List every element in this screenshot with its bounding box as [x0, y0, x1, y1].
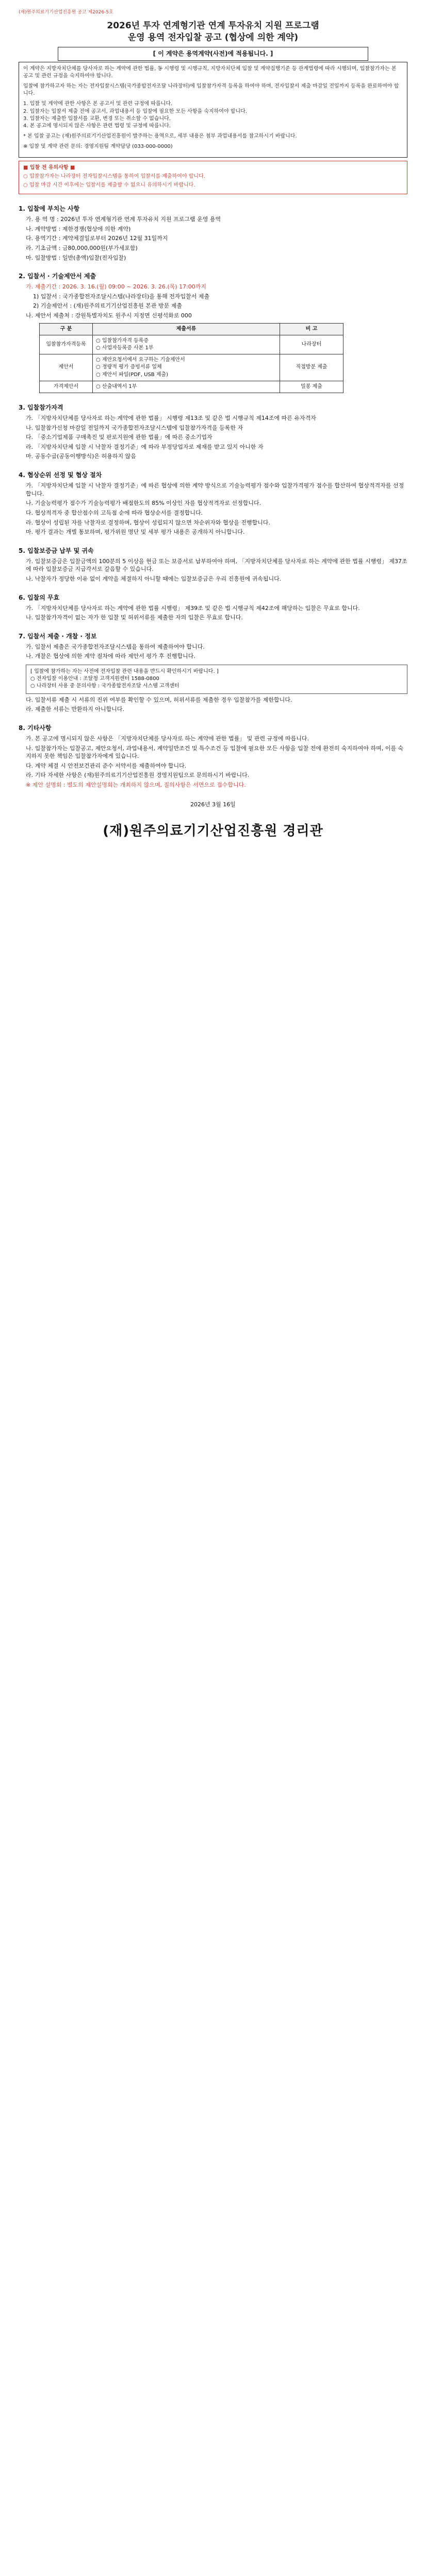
section-item: 가. 입찰보증금은 입찰금액의 100분의 5 이상을 현금 또는 보증서로 납부하여야 하며, 「지방자치단체를 당사자로 하는 계약에 관한 법률 시행령」 제37조에 따라 입찰보증금 지급각서로 갈음할 수 있습니다. — [26, 557, 407, 573]
note-line: ○ 나라장터 사용 중 문의사항 : 국가종합전자조달 시스템 고객센터 — [30, 683, 179, 689]
notice-document — [19, 9, 407, 841]
section-item: 나. 입찰참가신청 마감일 전일까지 국가종합전자조달시스템에 입찰참가자격을 등록한 자 — [26, 424, 243, 431]
table-cell: ○ 제안요청서에서 요구하는 기술제안서 ○ 정량적 평가 증빙서류 일체 ○ 제안서 파일(PDF, USB 제출) — [93, 354, 280, 381]
notice-title-line2: 운영 용역 전자입찰 공고 (협상에 의한 계약) — [127, 32, 299, 43]
intro-paragraph: 이 계약은 지방자치단체를 당사자로 하는 계약에 관한 법률, 동 시행령 및 시행규칙, 지방자치단체 입찰 및 계약집행기준 등 관계법령에 따라 시행되며, 입찰참가자는 본 공고 및 관련 규정을 숙지하여야 합니다. — [23, 65, 397, 79]
section-heading: 6. 입찰의 무효 — [19, 594, 60, 601]
notice-title — [19, 20, 407, 44]
section-item: 가. 본 공고에 명시되지 않은 사항은 「지방자치단체를 당사자로 하는 계약에 관한 법률」 및 관련 규정에 따릅니다. — [26, 735, 309, 742]
section-item: 라. 협상이 성립된 자를 낙찰자로 결정하며, 협상이 성립되지 않으면 차순위자와 협상을 진행합니다. — [26, 519, 270, 526]
intro-bullet: 2. 입찰자는 입찰서 제출 전에 공고서, 과업내용서 등 입찰에 필요한 모든 사항을 숙지하여야 합니다. — [23, 108, 247, 114]
e-bidding-note-box — [26, 665, 407, 694]
section-5 — [19, 547, 407, 583]
section-item: 나. 제안서 제출처 : 강원특별자치도 원주시 지정면 신평석화로 000 — [26, 312, 192, 319]
section-item: 나. 기술능력평가 점수가 기술능력평가 배점한도의 85% 이상인 자를 협상적격자로 선정합니다. — [26, 500, 261, 507]
section-item: 다. 협상적격자 중 합산점수의 고득점 순에 따라 협상순서를 결정합니다. — [26, 509, 203, 516]
section-item: 2) 기술제안서 : (재)원주의료기기산업진흥원 본관 방문 제출 — [33, 302, 182, 310]
table-cell: 밀봉 제출 — [280, 381, 343, 393]
section-item: 나. 계약방법 : 제한경쟁(협상에 의한 계약) — [26, 225, 131, 232]
section-heading: 7. 입찰서 제출 · 개찰 · 정보 — [19, 632, 97, 640]
notice-subtitle: [ 이 계약은 용역계약(사전)에 적용됩니다. ] — [58, 47, 368, 61]
issuer-name: (재)원주의료기기산업진흥원 경리관 — [103, 823, 323, 839]
table-cell: 제안서 — [40, 354, 93, 381]
section-heading: 2. 입찰서 · 기술제안서 제출 — [19, 273, 96, 280]
section-item: 라. 기타 자세한 사항은 (재)원주의료기기산업진흥원 경영지원팀으로 문의하시기 바랍니다. — [26, 772, 250, 779]
section-item: 마. 입찰방법 : 일반(총액)입찰(전자입찰) — [26, 254, 126, 261]
table-cell: ○ 입찰참가자격 등록증 ○ 사업자등록증 사본 1부 — [93, 335, 280, 354]
section-item: 다. 「중소기업제품 구매촉진 및 판로지원에 관한 법률」에 따른 중소기업자 — [26, 434, 212, 441]
section-item: 다. 입찰서류 제출 시 서류의 진위 여부를 확인할 수 있으며, 허위서류를 제출한 경우 입찰참가를 제한합니다. — [26, 696, 292, 703]
table-cell: 가격제안서 — [40, 381, 93, 393]
intro-bullet: 4. 본 공고에 명시되지 않은 사항은 관련 법령 및 규정에 따릅니다. — [23, 123, 171, 129]
section-item: 다. 용역기간 : 계약체결일로부터 2026년 12월 31일까지 — [26, 235, 168, 242]
intro-bullet: 3. 입찰자는 제출한 입찰서를 교환, 변경 또는 취소할 수 없습니다. — [23, 115, 171, 122]
section-item: 나. 입찰참가자는 입찰공고, 제안요청서, 과업내용서, 계약일반조건 및 특수조건 등 입찰에 필요한 모든 사항을 입찰 전에 완전히 숙지하여야 하며, 이를 숙지하지 못한 책임은 입찰참가자에게 있습니다. — [26, 744, 404, 760]
section-7 — [19, 632, 407, 714]
section-item: 라. 「지방자치단체 입찰 시 낙찰자 결정기준」에 따라 부정당업자로 제재를 받고 있지 아니한 자 — [26, 443, 264, 450]
section-item: 1) 입찰서 : 국가종합전자조달시스템(나라장터)을 통해 전자입찰서 제출 — [33, 293, 210, 300]
section-1 — [19, 205, 407, 262]
section-item: 가. 「지방자치단체를 당사자로 하는 계약에 관한 법률 시행령」 제39조 및 같은 법 시행규칙 제42조에 해당하는 입찰은 무효로 합니다. — [26, 604, 360, 612]
section-item: 다. 계약 체결 시 안전보건관리 준수 서약서를 제출하여야 합니다. — [26, 762, 187, 769]
intro-paragraph: 입찰에 참가하고자 하는 자는 전자입찰시스템(국가종합전자조달 나라장터)에 입찰참가자격 등록을 하여야 하며, 전자입찰서 제출 마감일 전일까지 등록을 완료하여야 합니다. — [23, 83, 399, 97]
section-item: 나. 낙찰자가 정당한 이유 없이 계약을 체결하지 아니할 때에는 입찰보증금은 우리 진흥원에 귀속됩니다. — [26, 575, 282, 582]
section-item: 라. 기초금액 : 금80,000,000원(부가세포함) — [26, 244, 138, 251]
section-2 — [19, 272, 407, 393]
table-header-row — [40, 323, 343, 335]
intro-paragraph: ※ 입찰 및 계약 관련 문의: 경영지원팀 계약담당 (033-000-0000) — [23, 144, 173, 150]
caution-item: ○ 입찰 마감 시간 이후에는 입찰서를 제출할 수 없으니 유의하시기 바랍니다. — [23, 182, 195, 188]
table-header: 제출서류 — [93, 323, 280, 335]
notice-reference: (재)원주의료기기산업진흥원 공고 제2026-5호 — [19, 10, 113, 15]
section-item: 나. 입찰참가자격이 없는 자가 한 입찰 및 허위서류를 제출한 자의 입찰은 무효로 합니다. — [26, 614, 243, 621]
caution-item: ○ 입찰참가자는 나라장터 전자입찰시스템을 통하여 입찰서를 제출하여야 합니다. — [23, 173, 205, 179]
section-3 — [19, 403, 407, 461]
intro-paragraph: * 본 입찰 공고는 (재)원주의료기기산업진흥원이 발주하는 용역으로, 세부 내용은 첨부 과업내용서를 참고하시기 바랍니다. — [23, 133, 297, 140]
section-item: 마. 평가 결과는 개별 통보하며, 평가위원 명단 및 세부 평가 내용은 공개하지 아니합니다. — [26, 529, 245, 536]
submission-table — [39, 323, 343, 393]
table-cell: ○ 산출내역서 1부 — [93, 381, 280, 393]
section-item: 가. 용 역 명 : 2026년 투자 연계형기관 연계 투자유치 지원 프로그램 운영 용역 — [26, 216, 221, 223]
intro-bullet: 1. 입찰 및 계약에 관한 사항은 본 공고서 및 관련 규정에 따릅니다. — [23, 101, 173, 107]
table-cell: 나라장터 — [280, 335, 343, 354]
table-row — [40, 381, 343, 393]
section-item: 가. 「지방자치단체 입찰 시 낙찰자 결정기준」에 따른 협상에 의한 계약 방식으로 기술능력평가 점수와 입찰가격평가 점수를 합산하여 협상적격자를 선정합니다. — [26, 482, 404, 497]
caution-box — [19, 161, 407, 195]
section-4 — [19, 471, 407, 536]
section-heading: 3. 입찰참가자격 — [19, 403, 63, 411]
table-row — [40, 354, 343, 381]
submission-period: 가. 제출기간 : 2026. 3. 16.(월) 09:00 ~ 2026. 3. 26.(목) 17:00까지 — [26, 283, 207, 291]
note-line: ○ 전자입찰 이용안내 : 조달청 고객지원센터 1588-0800 — [30, 676, 159, 682]
section-6 — [19, 594, 407, 622]
section-heading: 8. 기타사항 — [19, 724, 52, 732]
section-heading: 1. 입찰에 부치는 사항 — [19, 205, 80, 213]
section-item: 라. 제출한 서류는 반환하지 아니합니다. — [26, 706, 124, 713]
notice-title-line1: 2026년 투자 연계형기관 연계 투자유치 지원 프로그램 — [107, 20, 319, 31]
section-item: 가. 「지방자치단체를 당사자로 하는 계약에 관한 법률」 시행령 제13조 및 같은 법 시행규칙 제14조에 따른 유자격자 — [26, 415, 316, 421]
section-item: 가. 입찰서 제출은 국가종합전자조달시스템을 통하여 제출하여야 합니다. — [26, 643, 205, 650]
intro-box — [19, 62, 407, 158]
table-cell: 직접방문 제출 — [280, 354, 343, 381]
section-item: 나. 개찰은 협상에 의한 계약 절차에 따라 제안서 평가 후 진행합니다. — [26, 653, 195, 660]
notice-date: 2026년 3월 16일 — [190, 801, 236, 808]
section-red-note: ※ 제안 설명회 : 별도의 제안설명회는 개최하지 않으며, 질의사항은 서면으로 접수합니다. — [26, 781, 246, 788]
section-heading: 5. 입찰보증금 납부 및 귀속 — [19, 547, 94, 554]
section-8 — [19, 724, 407, 789]
table-cell: 입찰참가자격등록 — [40, 335, 93, 354]
table-row — [40, 335, 343, 354]
table-header: 비 고 — [280, 323, 343, 335]
section-item: 마. 공동수급(공동이행방식)은 허용하지 않음 — [26, 453, 136, 460]
section-heading: 4. 협상순위 선정 및 협상 절차 — [19, 471, 102, 479]
caution-heading: ■ 입찰 전 유의사항 ■ — [23, 164, 75, 171]
note-line: [ 입찰에 참가하는 자는 사전에 전자입찰 관련 내용을 반드시 확인하시기 바랍니다. ] — [30, 669, 219, 675]
table-header: 구 분 — [40, 323, 93, 335]
